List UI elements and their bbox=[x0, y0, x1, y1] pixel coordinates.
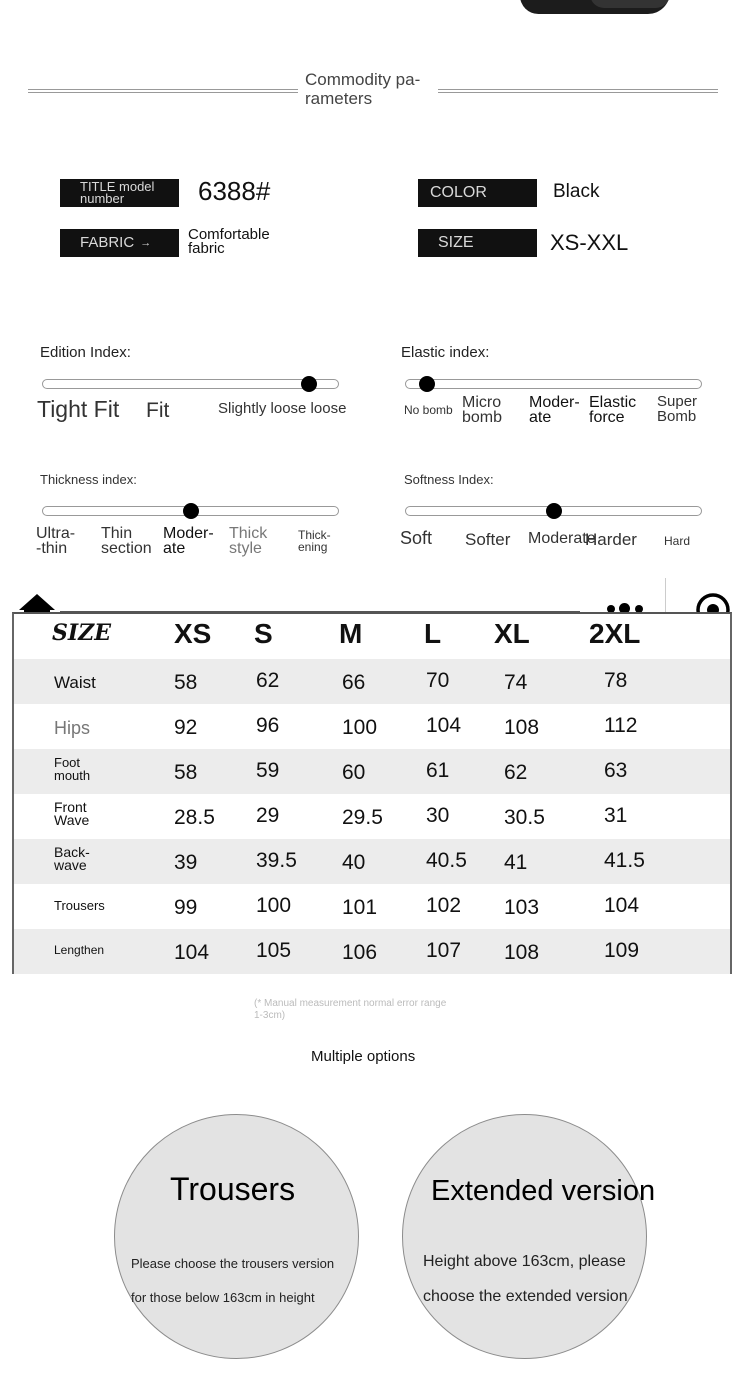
table-cell: 103 bbox=[504, 896, 540, 919]
elastic-option-super-bomb bbox=[657, 394, 697, 424]
elastic-option-micro-line-1: Micro bbox=[462, 394, 502, 411]
table-cell: 41.5 bbox=[604, 849, 645, 872]
table-cell: 100 bbox=[342, 716, 378, 739]
table-cell: 108 bbox=[504, 716, 540, 739]
elastic-option-elastic-line-2: force bbox=[589, 409, 625, 426]
fabric-label bbox=[60, 229, 179, 257]
table-cell: 107 bbox=[426, 939, 462, 962]
table-row-label bbox=[54, 801, 89, 827]
thickness-index-track bbox=[42, 506, 339, 516]
fabric-label-text: FABRIC bbox=[80, 234, 135, 251]
thickness-index-knob bbox=[183, 503, 199, 519]
trousers-version-title: Trousers bbox=[170, 1171, 296, 1207]
elastic-option-elastic-line-1: Elastic bbox=[589, 394, 637, 411]
heading-line-2: rameters bbox=[305, 89, 373, 108]
trousers-version-line-1: Please choose the trousers version bbox=[131, 1256, 335, 1271]
table-cell: 58 bbox=[174, 761, 198, 784]
table-cell: 99 bbox=[174, 896, 198, 919]
elastic-option-no-bomb bbox=[404, 403, 453, 418]
table-cell: 29 bbox=[256, 804, 280, 827]
table-row bbox=[14, 794, 730, 839]
elastic-index-title: Elastic index: bbox=[401, 344, 490, 361]
edition-option-loose: Slightly loose loose bbox=[218, 400, 347, 417]
thickness-option-thick-line-1: Thick bbox=[229, 525, 268, 542]
thickness-option-thin-section bbox=[101, 526, 152, 556]
table-cell: 109 bbox=[604, 939, 640, 962]
table-cell: 31 bbox=[604, 804, 628, 827]
softness-option-hard: Hard bbox=[664, 534, 691, 548]
extended-version-title: Extended version bbox=[431, 1175, 656, 1207]
heading-rule-left bbox=[28, 89, 298, 93]
table-row-label-line: Wave bbox=[54, 812, 90, 828]
section-heading bbox=[305, 70, 440, 108]
size-header-xs: XS bbox=[174, 618, 212, 649]
table-cell: 102 bbox=[426, 894, 462, 917]
softness-option-softer: Softer bbox=[465, 530, 511, 549]
elastic-option-no-bomb-text: No bomb bbox=[404, 403, 453, 417]
elastic-option-super-line-2: Bomb bbox=[657, 408, 697, 425]
table-cell: 62 bbox=[256, 669, 280, 692]
arrow-right-icon: → bbox=[140, 237, 152, 249]
table-cell: 101 bbox=[342, 896, 378, 919]
model-label-line-2: number bbox=[80, 191, 125, 206]
elastic-option-elastic-force bbox=[589, 395, 636, 425]
softness-index-track bbox=[405, 506, 702, 516]
table-cell: 108 bbox=[504, 941, 540, 964]
table-cell: 41 bbox=[504, 851, 528, 874]
table-row bbox=[14, 884, 730, 929]
table-cell: 30.5 bbox=[504, 806, 545, 829]
measurement-note bbox=[254, 998, 446, 1022]
table-cell: 74 bbox=[504, 671, 528, 694]
thickness-index-title: Thickness index: bbox=[40, 472, 137, 487]
elastic-option-micro-line-2: bomb bbox=[462, 409, 503, 426]
elastic-option-micro bbox=[462, 395, 502, 425]
table-row-label bbox=[54, 718, 90, 738]
table-cell: 62 bbox=[504, 761, 528, 784]
thickness-option-thin-line-2: section bbox=[101, 540, 152, 557]
edition-option-fit: Fit bbox=[146, 399, 170, 422]
table-row-label-line: Trousers bbox=[54, 898, 105, 913]
table-cell: 63 bbox=[604, 759, 628, 782]
thickness-option-thick-style bbox=[229, 526, 267, 556]
color-label: COLOR bbox=[418, 179, 537, 207]
table-row-label-line: wave bbox=[54, 857, 87, 873]
table-cell: 66 bbox=[342, 671, 366, 694]
table-row bbox=[14, 704, 730, 749]
table-cell: 39 bbox=[174, 851, 198, 874]
table-cell: 96 bbox=[256, 714, 280, 737]
table-cell: 61 bbox=[426, 759, 450, 782]
table-cell: 104 bbox=[604, 894, 640, 917]
table-row-label-line: Foot bbox=[54, 755, 81, 770]
table-row-label-line: mouth bbox=[54, 768, 91, 783]
edition-index-title: Edition Index: bbox=[40, 344, 131, 361]
fabric-value bbox=[188, 228, 270, 256]
size-header-2xl: 2XL bbox=[589, 618, 641, 649]
multiple-options-title: Multiple options bbox=[311, 1048, 416, 1065]
fabric-value-line-2: fabric bbox=[188, 240, 225, 257]
heading-rule-right bbox=[438, 89, 718, 93]
thickness-option-thin-line-1: Thin bbox=[101, 525, 133, 542]
elastic-index-knob bbox=[419, 376, 435, 392]
elastic-option-moderate bbox=[529, 395, 580, 425]
table-cell: 78 bbox=[604, 669, 628, 692]
table-row-label-line: Waist bbox=[54, 673, 96, 692]
thickness-option-ultra-line-1: Ultra- bbox=[36, 525, 76, 542]
thickness-option-thickening-line-2: ening bbox=[298, 540, 328, 554]
table-row-label bbox=[54, 846, 90, 872]
table-row bbox=[14, 659, 730, 704]
size-header-s: S bbox=[254, 618, 273, 649]
size-value: XS-XXL bbox=[550, 230, 629, 255]
table-row-label bbox=[54, 943, 104, 957]
table-cell: 104 bbox=[426, 714, 462, 737]
size-header-l: L bbox=[424, 618, 442, 649]
elastic-option-moderate-line-2: ate bbox=[529, 409, 552, 426]
table-cell: 106 bbox=[342, 941, 378, 964]
table-row-label-line: Hips bbox=[54, 718, 91, 738]
trousers-version-line-2: for those below 163cm in height bbox=[131, 1290, 315, 1305]
table-cell: 70 bbox=[426, 669, 450, 692]
table-row bbox=[14, 929, 730, 974]
size-table bbox=[12, 612, 732, 974]
table-cell: 100 bbox=[256, 894, 292, 917]
edition-index-track bbox=[42, 379, 339, 389]
table-cell: 59 bbox=[256, 759, 280, 782]
edition-index-knob bbox=[301, 376, 317, 392]
heading-line-1: Commodity pa- bbox=[305, 70, 421, 89]
table-row bbox=[14, 749, 730, 794]
table-cell: 40 bbox=[342, 851, 366, 874]
model-label bbox=[60, 179, 179, 207]
table-row-label bbox=[54, 898, 105, 913]
thickness-option-thick-line-2: style bbox=[229, 540, 262, 557]
softness-option-moderate: Moderate bbox=[528, 530, 596, 547]
elastic-option-super-line-1: Super bbox=[657, 393, 698, 410]
table-cell: 112 bbox=[604, 714, 638, 737]
softness-option-soft: Soft bbox=[400, 528, 433, 548]
table-cell: 30 bbox=[426, 804, 450, 827]
size-header-m: M bbox=[339, 618, 363, 649]
shoe-image-sole bbox=[590, 0, 670, 8]
size-label: SIZE bbox=[418, 229, 537, 257]
table-cell: 29.5 bbox=[342, 806, 383, 829]
table-row bbox=[14, 839, 730, 884]
table-cell: 104 bbox=[174, 941, 210, 964]
elastic-option-moderate-line-1: Moder- bbox=[529, 394, 580, 411]
table-row-label-line: Lengthen bbox=[54, 943, 105, 957]
model-value: 6388# bbox=[198, 176, 271, 206]
elastic-index-track bbox=[405, 379, 702, 389]
table-row-label bbox=[54, 756, 90, 782]
table-row-label-line: Back- bbox=[54, 844, 90, 860]
table-cell: 60 bbox=[342, 761, 366, 784]
trousers-version-card[interactable] bbox=[114, 1114, 359, 1359]
table-cell: 39.5 bbox=[256, 849, 297, 872]
color-value: Black bbox=[553, 181, 600, 202]
softness-index-title: Softness Index: bbox=[404, 472, 494, 487]
thickness-option-moderate bbox=[163, 526, 214, 556]
table-row-label bbox=[54, 673, 96, 692]
size-table-corner: SIZE bbox=[52, 620, 112, 646]
softness-index-knob bbox=[546, 503, 562, 519]
extended-version-card[interactable] bbox=[402, 1114, 647, 1359]
thickness-option-ultra-thin bbox=[36, 526, 75, 556]
table-row-label-line: Front bbox=[54, 799, 87, 815]
extended-version-line-2: choose the extended version bbox=[423, 1288, 628, 1305]
table-cell: 40.5 bbox=[426, 849, 467, 872]
table-cell: 92 bbox=[174, 716, 198, 739]
thickness-option-thickening bbox=[298, 529, 331, 553]
thickness-option-moderate-line-2: ate bbox=[163, 540, 186, 557]
thickness-option-ultra-line-2: -thin bbox=[36, 540, 68, 557]
table-cell: 105 bbox=[256, 939, 292, 962]
table-cell: 28.5 bbox=[174, 806, 215, 829]
thickness-option-thickening-line-1: Thick- bbox=[298, 528, 331, 542]
measurement-note-line-1: (* Manual measurement normal error range bbox=[254, 998, 447, 1009]
thickness-option-moderate-line-1: Moder- bbox=[163, 525, 214, 542]
softness-option-harder: Harder bbox=[585, 530, 637, 549]
table-cell: 58 bbox=[174, 671, 198, 694]
extended-version-line-1: Height above 163cm, please bbox=[423, 1253, 626, 1270]
model-label-line-1: TITLE model bbox=[80, 179, 155, 194]
size-header-xl: XL bbox=[494, 618, 530, 649]
measurement-note-line-2: 1-3cm) bbox=[254, 1010, 286, 1021]
fabric-value-line-1: Comfortable bbox=[188, 226, 270, 243]
edition-option-tight-fit: Tight Fit bbox=[37, 396, 120, 422]
